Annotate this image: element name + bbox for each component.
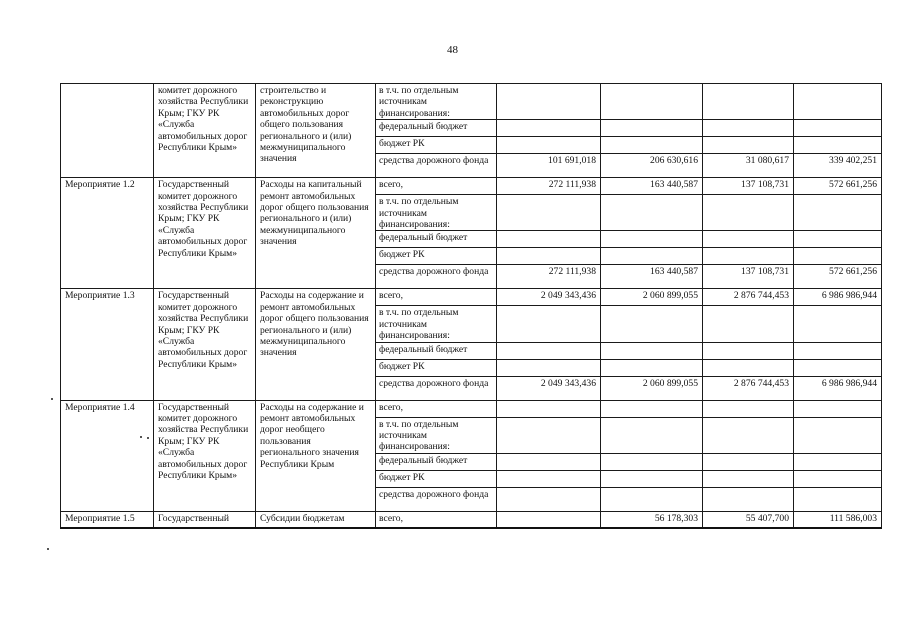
funding-source-label: федеральный бюджет bbox=[376, 453, 497, 470]
amount-cell bbox=[497, 487, 601, 511]
amount-cell: 111 586,003 bbox=[794, 511, 882, 528]
amount-cell bbox=[497, 511, 601, 528]
scan-speck bbox=[51, 398, 53, 400]
amount-cell: 206 630,616 bbox=[601, 154, 703, 178]
amount-cell: 163 440,587 bbox=[601, 178, 703, 195]
measure-name-cell: Субсидии бюджетам bbox=[256, 511, 376, 528]
amount-cell: 2 049 343,436 bbox=[497, 289, 601, 306]
amount-cell: 2 060 899,055 bbox=[601, 376, 703, 400]
page-number: 48 bbox=[447, 44, 458, 56]
table-row bbox=[61, 178, 882, 195]
measure-name-cell: Расходы на содержание и ремонт автомобильных дорог необщего пользования регионального значения Республики Крым bbox=[256, 400, 376, 511]
table-row bbox=[61, 84, 882, 120]
amount-cell bbox=[497, 306, 601, 342]
amount-cell bbox=[601, 470, 703, 487]
amount-cell: 2 049 343,436 bbox=[497, 376, 601, 400]
funding-source-label: федеральный бюджет bbox=[376, 120, 497, 137]
amount-cell bbox=[794, 248, 882, 265]
amount-cell: 272 111,938 bbox=[497, 178, 601, 195]
amount-cell bbox=[497, 137, 601, 154]
amount-cell bbox=[601, 359, 703, 376]
financing-table bbox=[60, 83, 882, 529]
amount-cell bbox=[794, 84, 882, 120]
funding-source-label: в т.ч. по отдельным источникам финансирования: bbox=[376, 195, 497, 231]
amount-cell bbox=[601, 120, 703, 137]
scan-speck bbox=[140, 436, 142, 438]
amount-cell bbox=[497, 400, 601, 417]
amount-cell: 163 440,587 bbox=[601, 265, 703, 289]
amount-cell bbox=[497, 342, 601, 359]
table-row bbox=[61, 289, 882, 306]
amount-cell bbox=[794, 195, 882, 231]
amount-cell: 2 876 744,453 bbox=[703, 376, 794, 400]
amount-cell: 6 986 986,944 bbox=[794, 289, 882, 306]
amount-cell bbox=[601, 137, 703, 154]
executor-cell: Государственный комитет дорожного хозяйства Республики Крым; ГКУ РК «Служба автомобильных дорог Республики Крым» bbox=[154, 178, 256, 289]
amount-cell bbox=[497, 417, 601, 453]
funding-source-label: в т.ч. по отдельным источникам финансирования: bbox=[376, 84, 497, 120]
amount-cell bbox=[794, 306, 882, 342]
amount-cell bbox=[703, 487, 794, 511]
amount-cell bbox=[703, 248, 794, 265]
event-cell: Мероприятие 1.3 bbox=[61, 289, 154, 400]
event-cell bbox=[61, 84, 154, 178]
amount-cell bbox=[703, 400, 794, 417]
amount-cell bbox=[794, 359, 882, 376]
amount-cell bbox=[703, 306, 794, 342]
amount-cell bbox=[601, 248, 703, 265]
table-row bbox=[61, 511, 882, 528]
amount-cell bbox=[497, 248, 601, 265]
amount-cell: 2 060 899,055 bbox=[601, 289, 703, 306]
amount-cell: 6 986 986,944 bbox=[794, 376, 882, 400]
amount-cell bbox=[703, 453, 794, 470]
amount-cell bbox=[497, 359, 601, 376]
amount-cell bbox=[601, 84, 703, 120]
amount-cell bbox=[497, 231, 601, 248]
funding-source-label: федеральный бюджет bbox=[376, 342, 497, 359]
amount-cell: 572 661,256 bbox=[794, 178, 882, 195]
funding-source-label: средства дорожного фонда bbox=[376, 487, 497, 511]
amount-cell bbox=[601, 306, 703, 342]
amount-cell bbox=[794, 470, 882, 487]
amount-cell bbox=[703, 342, 794, 359]
amount-cell bbox=[601, 487, 703, 511]
amount-cell bbox=[794, 417, 882, 453]
scan-speck bbox=[147, 437, 149, 439]
amount-cell bbox=[601, 453, 703, 470]
funding-source-label: всего, bbox=[376, 511, 497, 528]
amount-cell bbox=[794, 120, 882, 137]
amount-cell bbox=[703, 417, 794, 453]
funding-source-label: бюджет РК bbox=[376, 248, 497, 265]
amount-cell: 572 661,256 bbox=[794, 265, 882, 289]
amount-cell: 272 111,938 bbox=[497, 265, 601, 289]
amount-cell bbox=[794, 487, 882, 511]
amount-cell: 137 108,731 bbox=[703, 178, 794, 195]
event-cell: Мероприятие 1.2 bbox=[61, 178, 154, 289]
amount-cell bbox=[601, 400, 703, 417]
amount-cell: 137 108,731 bbox=[703, 265, 794, 289]
funding-source-label: бюджет РК bbox=[376, 137, 497, 154]
amount-cell bbox=[497, 195, 601, 231]
funding-source-label: федеральный бюджет bbox=[376, 231, 497, 248]
amount-cell bbox=[703, 359, 794, 376]
amount-cell bbox=[601, 417, 703, 453]
amount-cell: 55 407,700 bbox=[703, 511, 794, 528]
amount-cell bbox=[794, 453, 882, 470]
executor-cell: Государственный комитет дорожного хозяйства Республики Крым; ГКУ РК «Служба автомобильных дорог Республики Крым» bbox=[154, 289, 256, 400]
funding-source-label: в т.ч. по отдельным источникам финансирования: bbox=[376, 417, 497, 453]
measure-name-cell: строительство и реконструкцию автомобильных дорог общего пользования регионального и (или) межмуниципального значения bbox=[256, 84, 376, 178]
amount-cell bbox=[497, 84, 601, 120]
amount-cell bbox=[703, 195, 794, 231]
executor-cell: Государственный bbox=[154, 511, 256, 528]
event-cell: Мероприятие 1.5 bbox=[61, 511, 154, 528]
measure-name-cell: Расходы на содержание и ремонт автомобильных дорог общего пользования регионального и (или) межмуниципального значения bbox=[256, 289, 376, 400]
funding-source-label: средства дорожного фонда bbox=[376, 154, 497, 178]
amount-cell bbox=[703, 231, 794, 248]
funding-source-label: бюджет РК bbox=[376, 470, 497, 487]
funding-source-label: всего, bbox=[376, 289, 497, 306]
amount-cell: 339 402,251 bbox=[794, 154, 882, 178]
funding-source-label: средства дорожного фонда bbox=[376, 376, 497, 400]
amount-cell bbox=[794, 342, 882, 359]
event-cell: Мероприятие 1.4 bbox=[61, 400, 154, 511]
executor-cell: Государственный комитет дорожного хозяйства Республики Крым; ГКУ РК «Служба автомобильных дорог Республики Крым» bbox=[154, 400, 256, 511]
amount-cell bbox=[703, 470, 794, 487]
amount-cell bbox=[794, 137, 882, 154]
funding-source-label: бюджет РК bbox=[376, 359, 497, 376]
executor-cell: комитет дорожного хозяйства Республики Крым; ГКУ РК «Служба автомобильных дорог Республики Крым» bbox=[154, 84, 256, 178]
amount-cell bbox=[794, 400, 882, 417]
funding-source-label: всего, bbox=[376, 178, 497, 195]
amount-cell bbox=[497, 470, 601, 487]
amount-cell bbox=[703, 137, 794, 154]
amount-cell bbox=[601, 231, 703, 248]
scan-speck bbox=[47, 548, 49, 550]
amount-cell: 31 080,617 bbox=[703, 154, 794, 178]
amount-cell: 2 876 744,453 bbox=[703, 289, 794, 306]
amount-cell bbox=[601, 342, 703, 359]
amount-cell bbox=[794, 231, 882, 248]
amount-cell bbox=[497, 453, 601, 470]
funding-source-label: всего, bbox=[376, 400, 497, 417]
amount-cell: 56 178,303 bbox=[601, 511, 703, 528]
table-row bbox=[61, 400, 882, 417]
amount-cell bbox=[601, 195, 703, 231]
measure-name-cell: Расходы на капитальный ремонт автомобильных дорог общего пользования регионального и (или) межмуниципального значения bbox=[256, 178, 376, 289]
amount-cell bbox=[497, 120, 601, 137]
funding-source-label: в т.ч. по отдельным источникам финансирования: bbox=[376, 306, 497, 342]
amount-cell bbox=[703, 84, 794, 120]
amount-cell: 101 691,018 bbox=[497, 154, 601, 178]
amount-cell bbox=[703, 120, 794, 137]
funding-source-label: средства дорожного фонда bbox=[376, 265, 497, 289]
